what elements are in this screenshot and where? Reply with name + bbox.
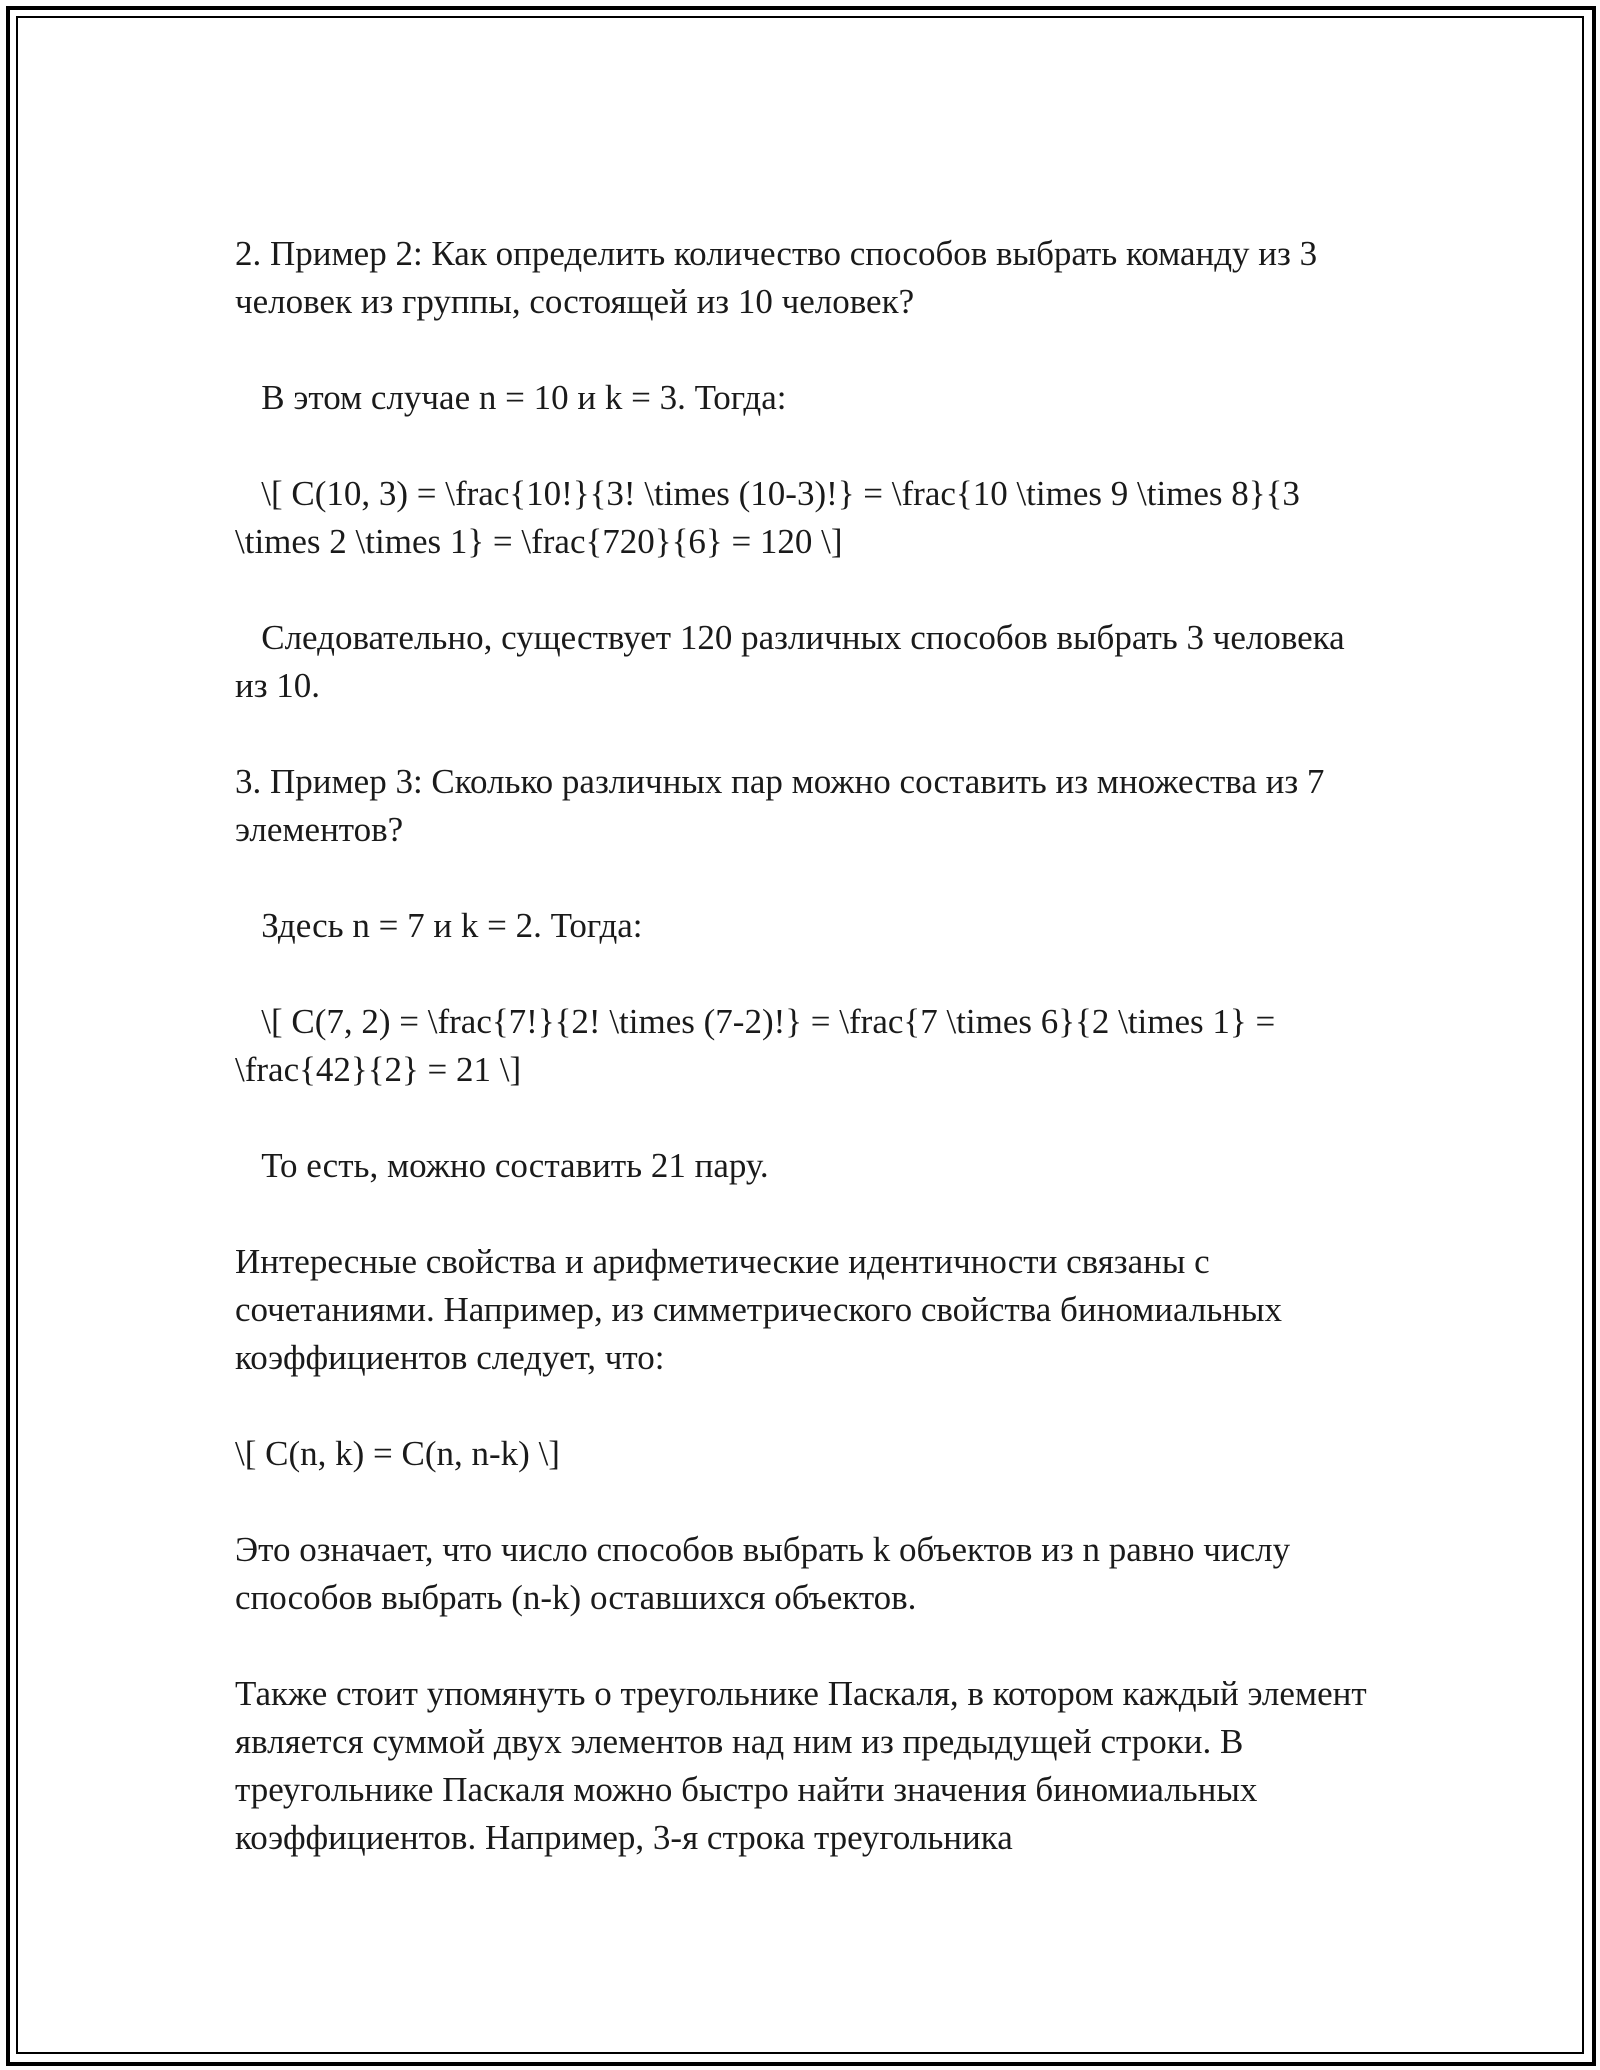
formula-symmetry: \[ C(n, k) = C(n, n-k) \] [235, 1434, 560, 1473]
paragraph-pascal-triangle: Также стоит упомянуть о треугольнике Паскаля, в котором каждый элемент является суммой двух элементов над ним из предыдущей строки. В треугольнике Паскаля можно быстро найти значения биномиальных коэффициентов. Например, 3-я строка треугольника [235, 1674, 1376, 1857]
formula-example-3: \[ C(7, 2) = \frac{7!}{2! \times (7-2)!} = \frac{7 \times 6}{2 \times 1} = \frac{42}{2} = 21 \] [235, 1002, 1284, 1089]
paragraph-example-3-question: 3. Пример 3: Сколько различных пар можно составить из множества из 7 элементов? [235, 762, 1334, 849]
formula-example-2: \[ C(10, 3) = \frac{10!}{3! \times (10-3)!} = \frac{10 \times 9 \times 8}{3 \times 2 \times 1} = \frac{720}{6} = 120 \] [235, 474, 1309, 561]
paragraph-example-2-answer: Следовательно, существует 120 различных способов выбрать 3 человека из 10. [235, 618, 1354, 705]
paragraph-properties-intro: Интересные свойства и арифметические идентичности связаны с сочетаниями. Например, из симметрического свойства биномиальных коэффициентов следует, что: [235, 1242, 1291, 1377]
paragraph-example-3-answer: То есть, можно составить 21 пару. [235, 1146, 769, 1185]
paragraph-symmetry-explanation: Это означает, что число способов выбрать k объектов из n равно числу способов выбрать (n-k) оставшихся объектов. [235, 1530, 1299, 1617]
paragraph-example-3-setup: Здесь n = 7 и k = 2. Тогда: [235, 906, 643, 945]
paragraph-example-2-question: 2. Пример 2: Как определить количество способов выбрать команду из 3 человек из группы, состоящей из 10 человек? [235, 234, 1326, 321]
paragraph-example-2-setup: В этом случае n = 10 и k = 3. Тогда: [235, 378, 787, 417]
document-body [235, 230, 1376, 1862]
